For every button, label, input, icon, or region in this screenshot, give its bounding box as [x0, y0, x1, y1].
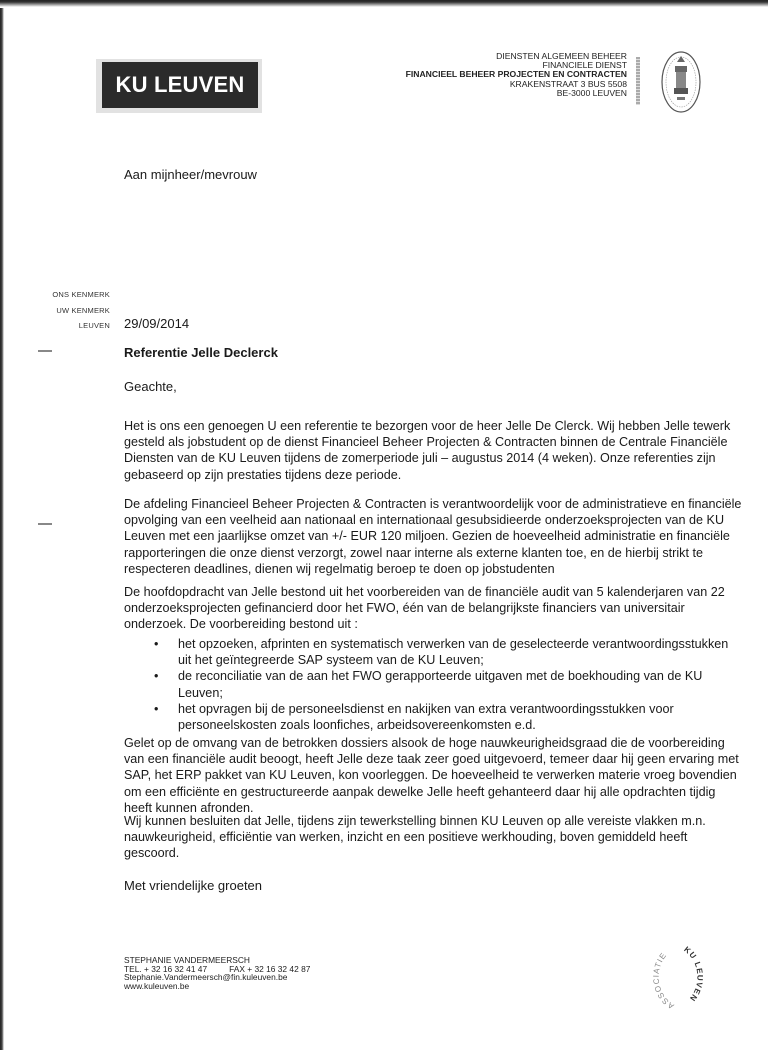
bullet-icon: •: [154, 669, 159, 684]
list-item-text: het opvragen bij de personeelsdienst en nakijken van extra verantwoordingsstukken voor personeelskosten zoals loonfiches, arbeidsovereenkomsten e.d.: [178, 701, 674, 733]
bullet-icon: •: [154, 701, 159, 716]
list-item: [124, 701, 744, 733]
fold-mark: [38, 523, 52, 525]
recipient-line: Aan mijnheer/mevrouw: [124, 167, 257, 182]
letter-date: 29/09/2014: [124, 316, 190, 331]
address-line: BE-3000 LEUVEN: [556, 87, 627, 98]
label-ons-kenmerk: ONS KENMERK: [52, 290, 110, 299]
signatory-name: STEPHANIE VANDERMEERSCH: [124, 955, 250, 965]
address-line-department: FINANCIEEL BEHEER PROJECTEN EN CONTRACTEN: [405, 69, 627, 80]
list-item-text: het opzoeken, afprinten en systematisch verwerken van de geselecteerde verantwoordingsstukken uit het geïntegreerde SAP systeem van de KU Leuven;: [178, 637, 729, 668]
ku-leuven-logo: [102, 62, 258, 108]
university-seal-icon: [660, 50, 702, 114]
list-item: [124, 636, 744, 668]
paragraph-evaluation: Gelet op de omvang van de betrokken dossiers alsook de hoge nauwkeurigheidsgraad die de voorbereiding van een financiële audit beoogt, heeft Jelle deze taak zeer goed uitgevoerd, temeer daar hij geen ervaring met SAP, het ERP pakket van KU Leuven, kon voorleggen. De hoeveelheid te verwerken materie vroeg bovendien om een efficiënte en gestructureerde aanpak dewelke Jelle heeft gehanteerd daar hij alle opdrachten tijdig heeft kunnen afronden.: [124, 736, 739, 815]
signature-block: [124, 956, 310, 990]
fax-number: FAX + 32 16 32 42 87: [229, 963, 311, 974]
paragraph-department: De afdeling Financieel Beheer Projecten & Contracten is verantwoordelijk voor de administratieve en financiële opvolging van een veelheid aan nationaal en internationaal gesubsidieerde onderzoeksprojecten van de KU Leuven met een jaarlijkse omzet van +/- EUR 120 miljoen. Gezien de hoeveelheid administratie en financiële rapporteringen die onze dienst verzorgt, zowel naar interne als externe klanten toe, en de hierbij strikt te respecteren deadlines, dienen wij regelmatig beroep te doen op jobstudenten: [124, 497, 742, 576]
associatie-stamp-icon: [648, 944, 708, 1014]
label-uw-kenmerk: UW KENMERK: [56, 305, 110, 315]
website-link[interactable]: www.kuleuven.be: [124, 980, 190, 991]
list-item-text: de reconciliatie van de aan het FWO gerapporteerde uitgaven met de boekhouding van de KU Leuven;: [178, 669, 703, 700]
address-line: DIENSTEN ALGEMEEN BEHEER: [496, 51, 627, 61]
task-list: [124, 636, 744, 733]
letter-subject: Referentie Jelle Declerck: [124, 345, 278, 360]
header-divider-bar: [636, 57, 640, 105]
fold-mark: [38, 350, 52, 352]
label-place: LEUVEN: [78, 321, 110, 330]
reference-labels: [52, 287, 110, 334]
scan-edge-left: [0, 8, 4, 1050]
paragraph-main-task: De hoofdopdracht van Jelle bestond uit het voorbereiden van de financiële audit van 5 kalenderjaren van 22 onderzoeksprojecten gefinancierd door het FWO, één van de belangrijkste financiers van universitair onderzoek. De voorbereiding bestond uit :: [124, 585, 725, 632]
address-line: KRAKENSTRAAT 3 BUS 5508: [509, 78, 627, 89]
sender-address: [406, 52, 627, 98]
logo-text: KU LEUVEN: [115, 72, 245, 97]
address-line: FINANCIELE DIENST: [542, 60, 627, 71]
list-item: [124, 668, 744, 700]
svg-text:ASSOCIATIE: ASSOCIATIE: [651, 950, 676, 1011]
bullet-icon: •: [154, 637, 159, 651]
paragraph-introduction: Het is ons een genoegen U een referentie te bezorgen voor de heer Jelle De Clerck. Wij hebben Jelle tewerk gesteld als jobstudent op de dienst Financieel Beheer Projecten & Contracten binnen de Centrale Financiële Diensten van de KU Leuven tijdens de zomerperiode juli – augustus 2014 (4 weken). Onze referenties zijn gebaseerd op zijn prestaties tijdens deze periode.: [124, 419, 731, 482]
scan-edge-top: [0, 0, 768, 8]
salutation: Geachte,: [124, 379, 177, 394]
svg-text:KU LEUVEN: KU LEUVEN: [682, 944, 705, 1004]
paragraph-conclusion: Wij kunnen besluiten dat Jelle, tijdens zijn tewerkstelling binnen KU Leuven op alle vereiste vlakken m.n. nauwkeurigheid, efficiëntie van werken, inzicht en een positieve werkhouding, boven gemiddeld heeft gescoord.: [124, 814, 706, 861]
closing-line: Met vriendelijke groeten: [124, 878, 263, 893]
phone-number: TEL. + 32 16 32 41 47: [124, 963, 208, 974]
email-link[interactable]: Stephanie.Vandermeersch@fin.kuleuven.be: [124, 972, 288, 983]
